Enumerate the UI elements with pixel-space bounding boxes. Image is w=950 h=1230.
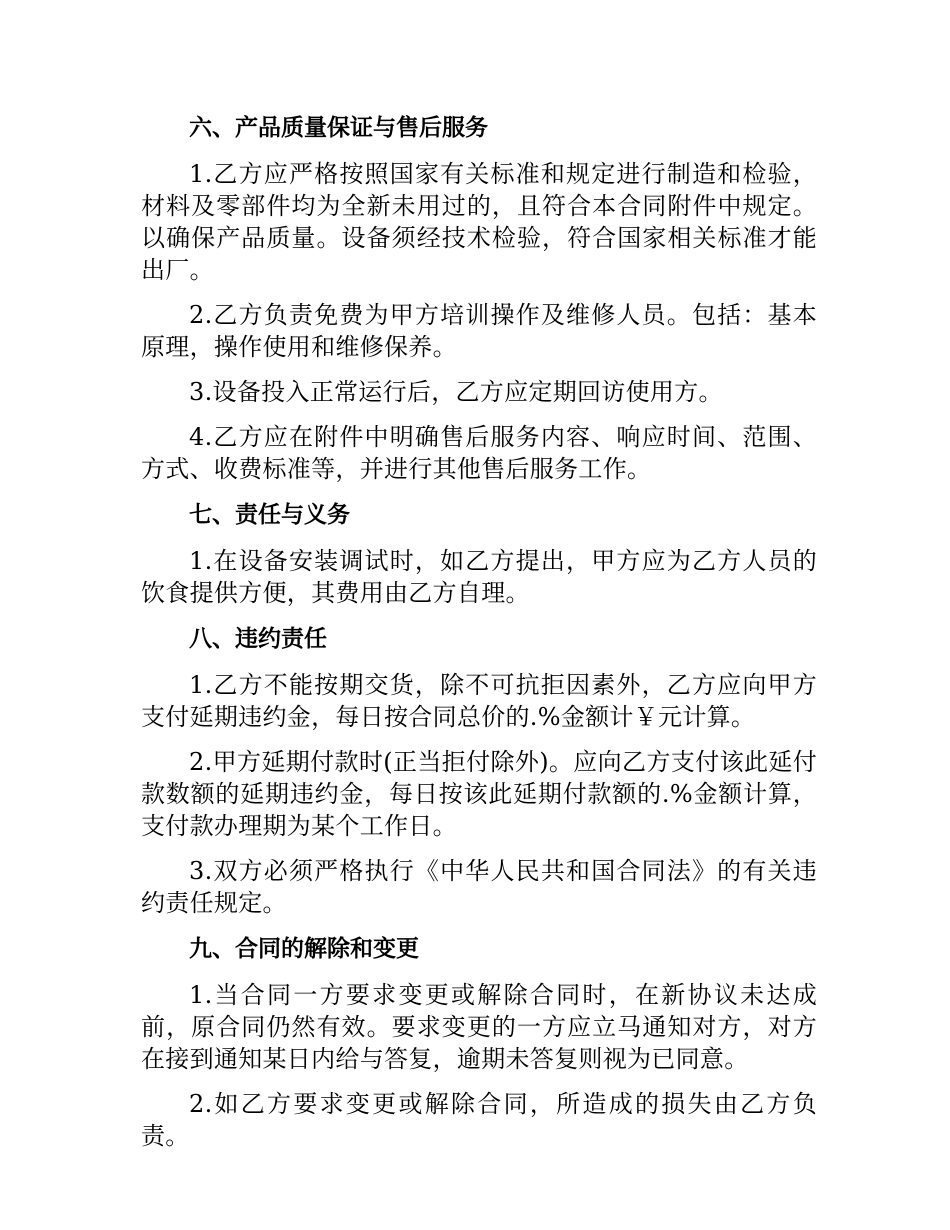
paragraph-quality-2: 2.乙方负责免费为甲方培训操作及维修人员。包括：基本原理，操作使用和维修保养。 [141, 301, 817, 361]
section-heading-termination: 九、合同的解除和变更 [189, 936, 419, 962]
paragraph-termination-1: 1.当合同一方要求变更或解除合同时，在新协议未达成前，原合同仍然有效。要求变更的一方应立马通知对方，对方在接到通知某日内给与答复，逾期未答复则视为已同意。 [141, 981, 817, 1073]
section-heading-breach: 八、违约责任 [189, 626, 327, 652]
section-heading-responsibility: 七、责任与义务 [189, 502, 350, 528]
paragraph-quality-3: 3.设备投入正常运行后，乙方应定期回访使用方。 [189, 378, 723, 406]
paragraph-breach-2: 2.甲方延期付款时(正当拒付除外)。应向乙方支付该此延付款数额的延期违约金，每日按该此延期付款额的.%金额计算，支付款办理期为某个工作日。 [141, 748, 817, 840]
section-heading-quality-service: 六、产品质量保证与售后服务 [189, 115, 488, 141]
document-body [141, 108, 817, 1152]
paragraph-breach-3: 3.双方必须严格执行《中华人民共和国合同法》的有关违约责任规定。 [141, 857, 817, 917]
paragraph-responsibility-1: 1.在设备安装调试时，如乙方提出，甲方应为乙方人员的饮食提供方便，其费用由乙方自理。 [141, 547, 817, 607]
paragraph-termination-2: 2.如乙方要求变更或解除合同，所造成的损失由乙方负责。 [141, 1090, 817, 1150]
paragraph-quality-1: 1.乙方应严格按照国家有关标准和规定进行制造和检验，材料及零部件均为全新未用过的，且符合本合同附件中规定。以确保产品质量。设备须经技术检验，符合国家相关标准才能出厂。 [141, 160, 817, 284]
paragraph-breach-1: 1.乙方不能按期交货，除不可抗拒因素外，乙方应向甲方支付延期违约金，每日按合同总价的.%金额计￥元计算。 [141, 671, 817, 731]
paragraph-quality-4: 4.乙方应在附件中明确售后服务内容、响应时间、范围、方式、收费标准等，并进行其他售后服务工作。 [141, 423, 817, 483]
